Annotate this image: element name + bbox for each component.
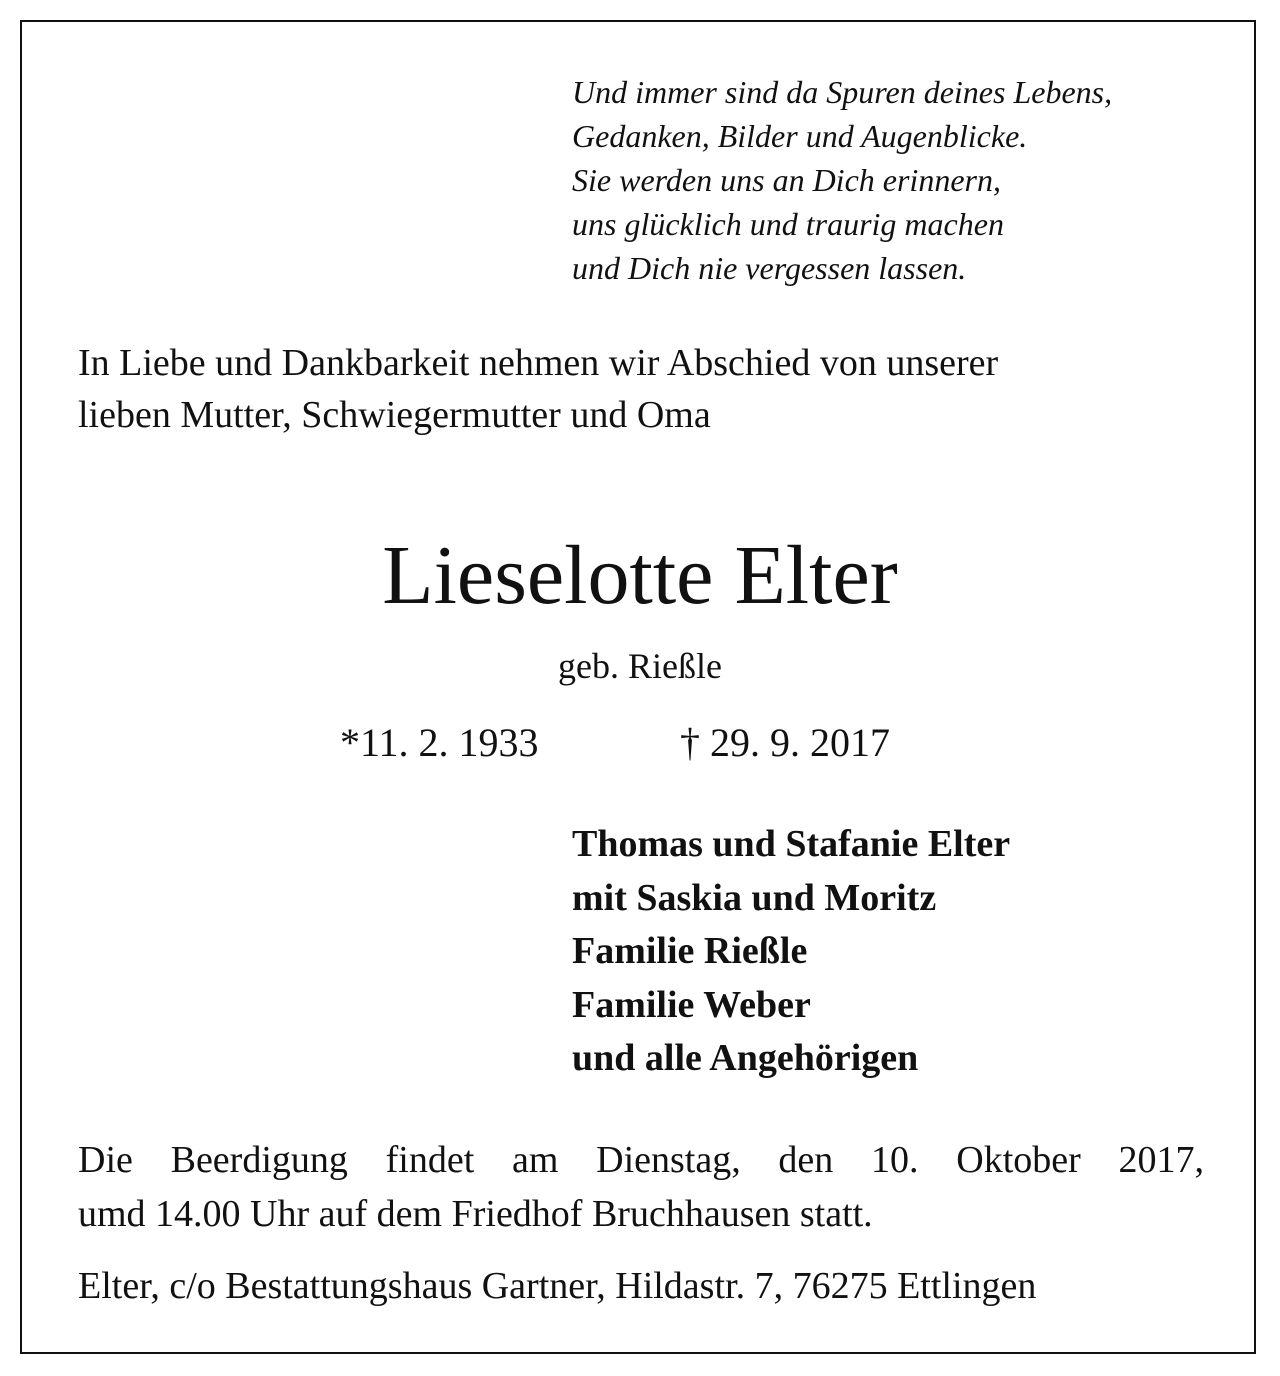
- mourners-list: [572, 818, 1010, 1086]
- mourner-line: Thomas und Stafanie Elter: [572, 823, 1011, 865]
- intro-line: lieben Mutter, Schwiegermutter und Oma: [78, 394, 711, 436]
- death-date: † 29. 9. 2017: [680, 720, 890, 765]
- mourner-line: mit Saskia und Moritz: [572, 876, 937, 919]
- poem-line: Und immer sind da Spuren deines Lebens,: [572, 74, 1113, 110]
- mourner-line: und alle Angehörigen: [572, 1037, 919, 1079]
- intro-line: In Liebe und Dankbarkeit nehmen wir Abschied von unserer: [78, 342, 999, 384]
- poem-line: uns glücklich und traurig machen: [572, 206, 1004, 242]
- funeral-line: umd 14.00 Uhr auf dem Friedhof Bruchhausen statt.: [78, 1193, 873, 1235]
- poem: [572, 70, 1112, 290]
- funeral-info: [78, 1133, 1204, 1241]
- poem-line: Sie werden uns an Dich erinnern,: [572, 162, 1001, 198]
- funeral-line: Die Beerdigung findet am Dienstag, den 10. Oktober 2017,: [78, 1139, 1204, 1181]
- contact-address: Elter, c/o Bestattungshaus Gartner, Hildastr. 7, 76275 Ettlingen: [78, 1265, 1037, 1307]
- deceased-name: Lieselotte Elter: [382, 529, 898, 622]
- farewell-intro: [78, 337, 1208, 441]
- poem-line: und Dich nie vergessen lassen.: [572, 250, 967, 286]
- poem-line: Gedanken, Bilder und Augenblicke.: [572, 118, 1028, 154]
- mourner-line: Familie Weber: [572, 983, 811, 1026]
- mourner-line: Familie Rießle: [572, 930, 808, 972]
- maiden-name: geb. Rießle: [558, 646, 722, 686]
- birth-date: *11. 2. 1933: [340, 720, 539, 765]
